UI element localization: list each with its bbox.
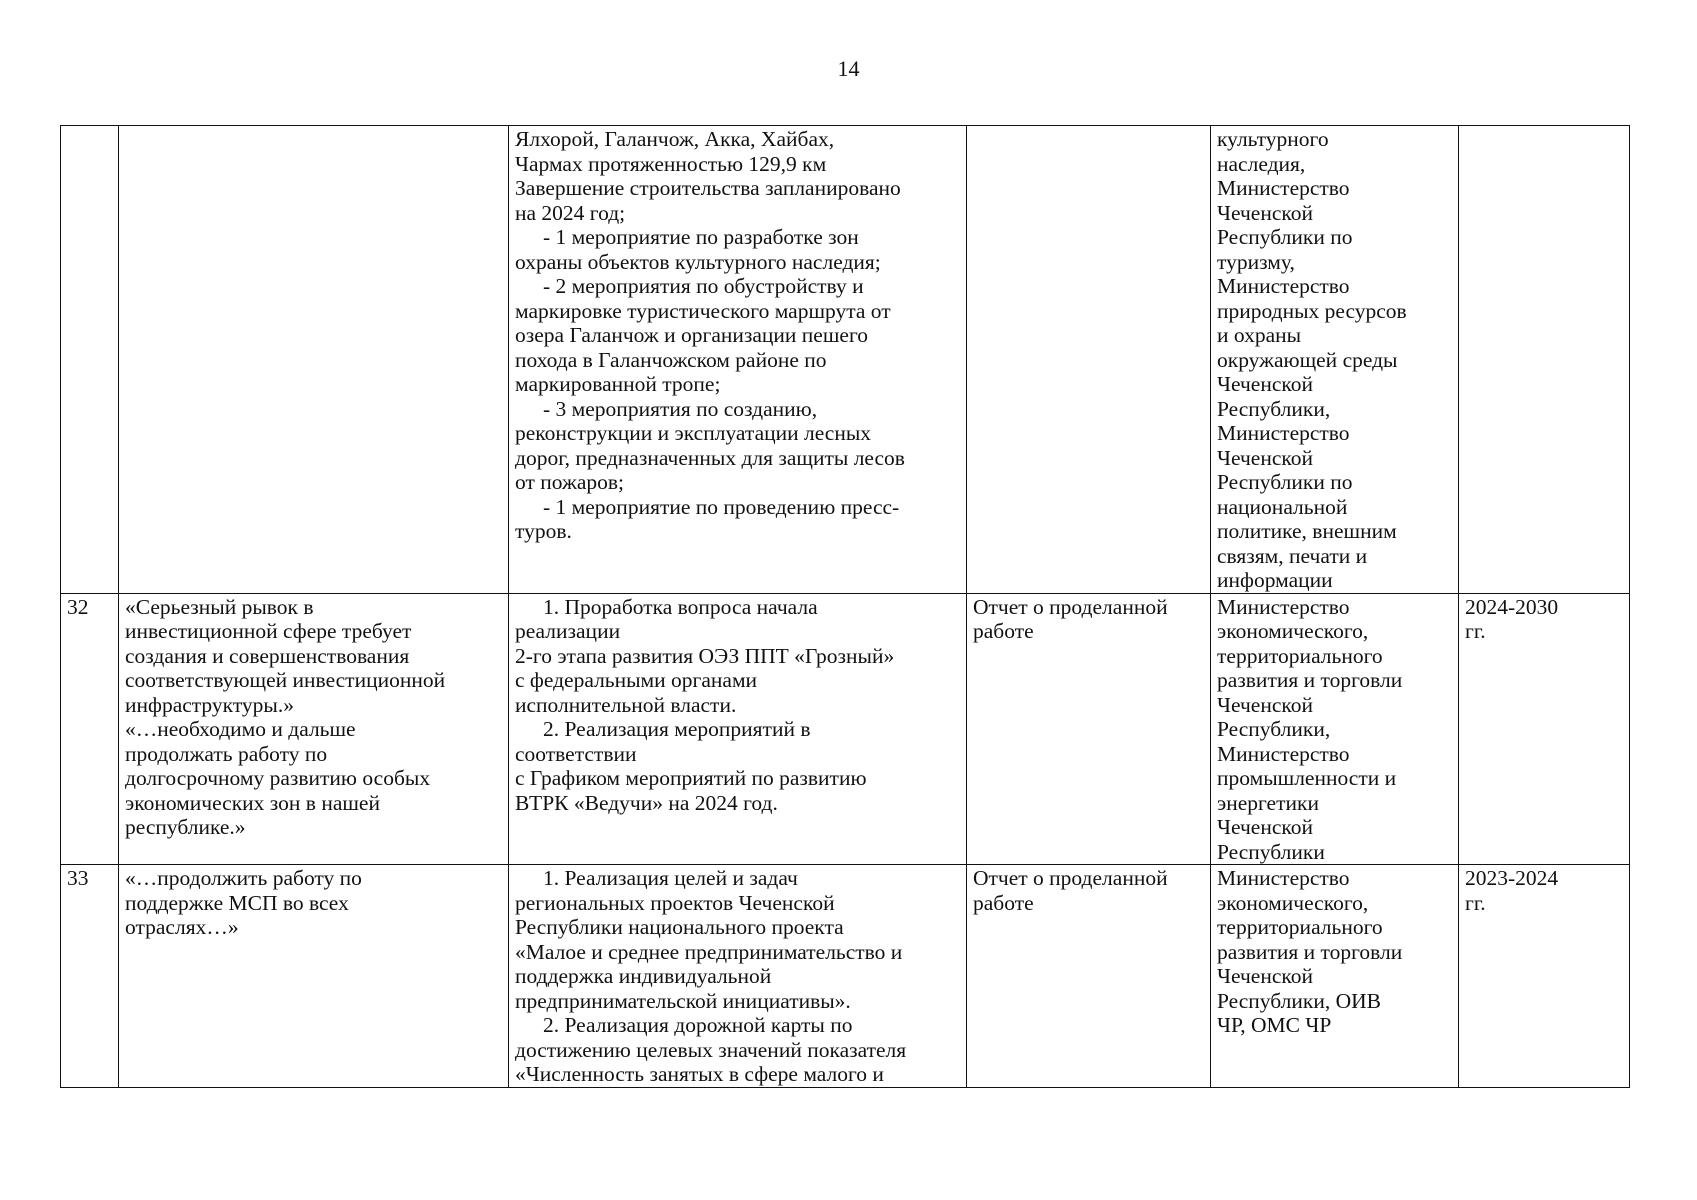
executors-line: связям, печати и <box>1217 543 1368 568</box>
executors-line: экономического, <box>1217 619 1369 643</box>
measures-line: Республики национального проекта <box>515 915 844 939</box>
completion-form-cell <box>967 593 1211 865</box>
measures-line: 1. Реализация целей и задач <box>543 866 798 890</box>
table-row <box>61 126 1630 594</box>
quote-line: продолжать работу по <box>125 741 328 766</box>
term-cell <box>1459 865 1630 1088</box>
term-line: гг. <box>1465 890 1486 915</box>
executors-line: национальной <box>1217 494 1348 519</box>
executors-line: промышленности и <box>1217 766 1397 790</box>
executors-line: развития и торговли <box>1217 939 1403 964</box>
measures-line: с федеральными органами <box>515 668 758 692</box>
measures-cell <box>509 126 967 594</box>
quote-line: республике.» <box>125 815 246 839</box>
measures-line: 1. Проработка вопроса начала <box>543 594 818 619</box>
executors-line: Республики, <box>1217 396 1331 421</box>
term-cell <box>1459 126 1630 594</box>
executors-line: Министерство <box>1217 741 1350 766</box>
executors-line: Министерство <box>1217 176 1350 200</box>
measures-line: - 2 мероприятия по обустройству и <box>543 274 864 298</box>
executors-line: ЧР, ОМС ЧР <box>1217 1013 1332 1037</box>
completion-form-line: Отчет о проделанной <box>973 594 1168 619</box>
executors-line: Республики, <box>1217 717 1331 741</box>
executors-line: территориального <box>1217 643 1383 668</box>
measures-line: Завершение строительства запланировано <box>515 176 901 200</box>
quote-line: инвестиционной сфере требует <box>125 619 412 643</box>
completion-form-line: Отчет о проделанной <box>973 866 1168 890</box>
executors-line: Министерство <box>1217 421 1350 445</box>
executors-line: Чеченской <box>1217 372 1313 396</box>
executors-line: Республики по <box>1217 225 1353 249</box>
row-number-cell <box>61 593 119 865</box>
quote-line: создания и совершенствования <box>125 643 410 668</box>
quote-line: «Серьезный рывок в <box>125 594 314 619</box>
measures-cell <box>509 865 967 1088</box>
executors-cell <box>1211 865 1459 1088</box>
term-line: 2024-2030 <box>1465 594 1559 619</box>
quote-cell <box>119 865 509 1088</box>
measures-line: региональных проектов Чеченской <box>515 890 835 915</box>
quote-line: инфраструктуры.» <box>125 692 294 717</box>
quote-cell <box>119 126 509 594</box>
executors-line: экономического, <box>1217 890 1369 915</box>
executors-line: Министерство <box>1217 274 1350 298</box>
measures-line: достижению целевых значений показателя <box>515 1037 907 1062</box>
completion-form-cell <box>967 126 1211 594</box>
executors-line: Чеченской <box>1217 815 1313 839</box>
measures-line: с Графиком мероприятий по развитию <box>515 766 867 790</box>
measures-line: 2. Реализация мероприятий в <box>543 717 811 741</box>
executors-line: туризму, <box>1217 249 1295 274</box>
measures-line: дорог, предназначенных для защиты лесов <box>515 445 905 470</box>
executors-line: Министерство <box>1217 594 1350 619</box>
executors-line: Республики, ОИВ <box>1217 988 1382 1013</box>
executors-line: Министерство <box>1217 866 1350 890</box>
executors-line: Чеченской <box>1217 692 1313 717</box>
measures-line: «Малое и среднее предпринимательство и <box>515 939 903 964</box>
executors-line: Республики по <box>1217 470 1353 494</box>
measures-line: - 3 мероприятия по созданию, <box>543 396 818 421</box>
measures-line: Ялхорой, Галанчож, Акка, Хайбах, <box>515 127 835 151</box>
page-number: 14 <box>837 56 860 81</box>
executors-line: наследия, <box>1217 151 1306 176</box>
term-line: гг. <box>1465 619 1486 643</box>
executors-line: информации <box>1217 568 1333 592</box>
measures-line: туров. <box>515 519 572 543</box>
measures-table <box>60 125 1630 1088</box>
measures-line: - 1 мероприятие по проведению пресс- <box>543 494 900 519</box>
measures-line: от пожаров; <box>515 470 624 494</box>
table-body <box>61 126 1630 1088</box>
executors-line: окружающей среды <box>1217 347 1398 372</box>
measures-line: Чармах протяженностью 129,9 км <box>515 151 827 176</box>
measures-line: поддержка индивидуальной <box>515 964 772 988</box>
measures-line: похода в Галанчожском районе по <box>515 347 827 372</box>
measures-line: ВТРК «Ведучи» на 2024 год. <box>515 790 778 815</box>
measures-line: охраны объектов культурного наследия; <box>515 249 881 274</box>
completion-form-cell <box>967 865 1211 1088</box>
table-row <box>61 865 1630 1088</box>
quote-line: экономических зон в нашей <box>125 790 380 815</box>
quote-line: соответствующей инвестиционной <box>125 668 446 692</box>
table-row <box>61 593 1630 865</box>
row-number-cell <box>61 865 119 1088</box>
measures-line: «Численность занятых в сфере малого и <box>515 1062 884 1086</box>
executors-line: природных ресурсов <box>1217 298 1407 323</box>
measures-line: маркированной тропе; <box>515 372 721 396</box>
row-number-cell <box>61 126 119 594</box>
quote-line: «…продолжить работу по <box>125 866 362 890</box>
completion-form-line: работе <box>973 619 1034 643</box>
quote-line: «…необходимо и дальше <box>125 717 356 741</box>
executors-line: энергетики <box>1217 790 1319 815</box>
measures-line: маркировке туристического маршрута от <box>515 298 891 323</box>
measures-line: на 2024 год; <box>515 200 626 225</box>
measures-line: исполнительной власти. <box>515 692 737 717</box>
measures-line: 2-го этапа развития ОЭЗ ППТ «Грозный» <box>515 643 895 668</box>
row-number: 32 <box>67 594 89 619</box>
executors-line: развития и торговли <box>1217 668 1403 692</box>
executors-line: Чеченской <box>1217 964 1313 988</box>
measures-line: реализации <box>515 619 621 643</box>
executors-cell <box>1211 593 1459 865</box>
executors-line: территориального <box>1217 915 1383 939</box>
term-cell <box>1459 593 1630 865</box>
executors-line: культурного <box>1217 127 1329 151</box>
measures-line: - 1 мероприятие по разработке зон <box>543 225 859 249</box>
executors-line: Чеченской <box>1217 445 1313 470</box>
measures-line: реконструкции и эксплуатации лесных <box>515 421 872 445</box>
measures-line: предпринимательской инициативы». <box>515 988 851 1013</box>
term-line: 2023-2024 <box>1465 866 1559 890</box>
executors-cell <box>1211 126 1459 594</box>
measures-line: 2. Реализация дорожной карты по <box>543 1013 853 1037</box>
row-number: 33 <box>67 866 89 890</box>
quote-line: долгосрочному развитию особых <box>125 766 431 790</box>
quote-cell <box>119 593 509 865</box>
executors-line: политике, внешним <box>1217 519 1397 543</box>
completion-form-line: работе <box>973 890 1034 915</box>
measures-line: озера Галанчож и организации пешего <box>515 323 868 347</box>
quote-line: поддержке МСП во всех <box>125 890 349 915</box>
measures-cell <box>509 593 967 865</box>
executors-line: Чеченской <box>1217 200 1313 225</box>
quote-line: отраслях…» <box>125 915 239 939</box>
executors-line: и охраны <box>1217 323 1302 347</box>
measures-line: соответствии <box>515 741 637 766</box>
executors-line: Республики <box>1217 839 1325 864</box>
